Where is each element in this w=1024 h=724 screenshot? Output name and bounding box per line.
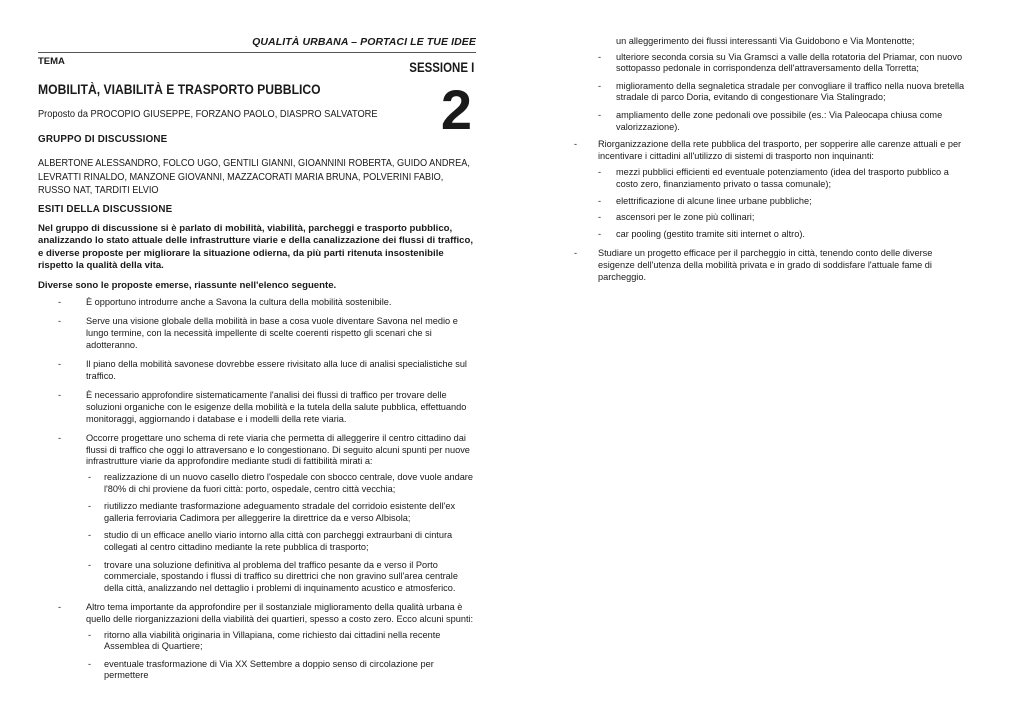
list-item-text: Altro tema importante da approfondire per il sostanziale miglioramento della qualità urbana è quello delle riorganizzazioni della viabilità dei quartieri, spesso a costo zero. Ecco alcuni spunti: [86,602,474,624]
sub-list-item: - ritorno alla viabilità originaria in Villapiana, come richiesto dai cittadini nella recente Assemblea di Quartiere; [86,630,476,653]
sub-list-item: - ampliamento delle zone pedonali ove possibile (es.: Via Paleocapa chiusa come valorizzazione). [571,110,971,133]
list-item: - Studiare un progetto efficace per il parcheggio in città, tenendo conto delle diverse esigenze dell'utenza della mobilità privata e in grado di soddisfare l'attuale fame di parcheggio. [571,248,971,283]
members-list: ALBERTONE ALESSANDRO, FOLCO UGO, GENTILI GIANNI, GIOANNINI ROBERTA, GUIDO ANDREA, LEVRATTI RINALDO, MANZONE GIOVANNI, MAZZACORATI MARIA BRUNA, POLVERINI FABIO, RUSSO NAT, TARDITI ELVIO [38,158,470,196]
theme-number: 2 [440,78,472,141]
list-item: - È opportuno introdurre anche a Savona la cultura della mobilità sostenibile. [38,297,476,309]
continued-sub-list [571,52,971,134]
continued-item: un alleggerimento dei flussi interessanti Via Guidobono e Via Montenotte; [616,36,915,46]
list-item [38,602,476,682]
intro-summary: Diverse sono le proposte emerse, riassunte nell'elenco seguente. [38,279,337,291]
sub-list-item: - riutilizzo mediante trasformazione adeguamento stradale del corridoio esistente dell'ex galleria ferroviaria Cadimora per alleggerire la direttrice da e verso Albisola; [86,501,476,524]
page-title: MOBILITÀ, VIABILITÀ E TRASPORTO PUBBLICO [38,82,321,97]
esiti-heading: ESITI DELLA DISCUSSIONE [38,203,173,215]
list-item-text: Occorre progettare uno schema di rete viaria che permetta di alleggerire il centro cittadino dai flussi di traffico che oggi lo attraversano e lo congestionano. Di seguito alcuni spunti per nuove infrastrutture viarie da approfondire mediante studi di fattibilità mirati a: [86,433,470,467]
sub-list-item: - car pooling (gestito tramite siti internet o altro). [598,229,971,241]
sub-list-item: - eventuale trasformazione di Via XX Settembre a doppio senso di circolazione per permettere [86,659,476,682]
sub-list [86,472,476,594]
left-page [38,36,476,690]
sub-list [598,167,971,240]
list-item: - Il piano della mobilità savonese dovrebbe essere rivisitato alla luce di analisi specialistiche sul traffico. [38,359,476,382]
proposers-line: Proposto da PROCOPIO GIUSEPPE, FORZANO PAOLO, DIASPRO SALVATORE [38,109,378,120]
sub-list-item: - trovare una soluzione definitiva al problema del traffico pesante da e verso il Porto commerciale, spostando i flussi di traffico su direttrici che non gravino sull'area centrale della città, analizzando nel dettaglio i problemi di inquinamento acustico e atmosferico. [86,560,476,595]
list-item [571,139,971,240]
sub-list-item: - studio di un efficace anello viario intorno alla città con parcheggi extraurbani di cintura collegati al centro cittadino mediante la rete pubblica di trasporto; [86,530,476,553]
list-item: - Serve una visione globale della mobilità in base a cosa vuole diventare Savona nel medio e lungo termine, con la necessità impellente di scelte coerenti rispetto gli scenari che si adotteranno. [38,316,476,351]
sub-list-item: - mezzi pubblici efficienti ed eventuale potenziamento (idea del trasporto pubblico a costo zero, finanziamento privato o tassa comunale); [598,167,971,190]
sub-list-item: - ascensori per le zone più collinari; [598,212,971,224]
sub-list [86,630,476,682]
intro-paragraph: Nel gruppo di discussione si è parlato di mobilità, viabilità, parcheggi e trasporto pubblico, analizzando lo stato attuale delle infrastrutture viarie e della canalizzazione dei flussi di traffico, e diverse proposte per migliorare la situazione odierna, da più parti ritenuta insostenibile rispetto la qualità della vita. [38,222,474,272]
right-page [571,36,971,291]
list-item-text: Riorganizzazione della rete pubblica del trasporto, per sopperire alle carenze attuali e per incentivare i cittadini all'utilizzo di sistemi di trasporto non inquinanti: [598,139,962,161]
group-heading: GRUPPO DI DISCUSSIONE [38,134,168,145]
list-item: - È necessario approfondire sistematicamente l'analisi dei flussi di traffico per trovare delle soluzioni organiche con le esigenze della mobilità e la tutela della salute pubblica, effettuando monitoraggi, aggiornando i database e i modelli della rete viaria. [38,390,476,425]
sub-list-item: - ulteriore seconda corsia su Via Gramsci a valle della rotatoria del Priamar, con nuovo sottopasso pedonale in corrispondenza dell'attraversamento della Torretta; [571,52,971,75]
right-proposals-list [571,139,971,283]
tema-row [38,56,476,74]
proposals-list [38,297,476,682]
sub-list-item: - elettrificazione di alcune linee urbane pubbliche; [598,196,971,208]
sub-list-item: - miglioramento della segnaletica stradale per convogliare il traffico nella nuova bretella stradale di parco Doria, evitando di congestionare Via Stalingrado; [571,81,971,104]
sub-list-item: - realizzazione di un nuovo casello dietro l'ospedale con sbocco centrale, dove vuole andare l'80% di chi proviene da fuori città: porto, ospedale, centro città vecchia; [86,472,476,495]
tema-label: TEMA [38,56,65,67]
list-item [38,433,476,594]
session-label: SESSIONE I [408,59,474,75]
running-header: QUALITÀ URBANA – PORTACI LE TUE IDEE [38,36,476,53]
